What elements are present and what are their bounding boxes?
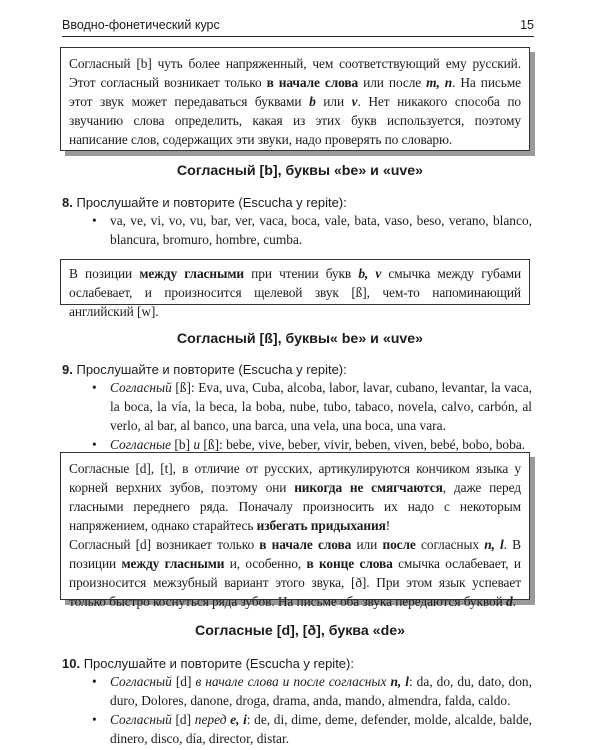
exercise-9-list (92, 378, 532, 454)
list-item (92, 710, 532, 748)
sound-symbol: [d] (171, 674, 196, 689)
rule-text: смычка между губами ослабевает, и произносится щелевой звук [ß], чем-то напоминающий английский [w]. (69, 266, 522, 319)
word-list: va, ve, vi, vo, vu, bar, ver, vaca, boca, vale, bata, vaso, beso, verano, blanco, blancura, bromuro, hombre, cumba. (110, 213, 532, 247)
exercise-number: 8. (62, 195, 73, 210)
rule-letters: e, i (230, 712, 247, 727)
rule-emphasis: избегать придыхания (256, 518, 386, 533)
sound-symbol: [b] (171, 437, 194, 452)
list-item (92, 211, 532, 249)
running-header (62, 18, 534, 37)
list-item (92, 378, 532, 435)
condition-text: перед (194, 712, 227, 727)
rule-letters: n, l (484, 537, 504, 552)
rule-letters: m, n (426, 75, 453, 90)
exercise-9-title (62, 362, 347, 377)
rule-text: смычка ослабевает, и произносится межзубный вариант этого звука, [ð]. При этом язык успевает только быстро коснуться ряда зубов. На письме оба звука передаются буквой (69, 556, 521, 609)
bullet-icon: • (92, 712, 97, 727)
bullet-icon: • (92, 380, 97, 395)
word-list: : da, do, du, dato, don, duro, Dolores, danone, droga, drama, anda, mando, almendra, falda, caldo. (110, 674, 532, 708)
rule-emphasis: никогда не смягчаются (294, 480, 443, 495)
rule-letters: d (505, 594, 513, 609)
item-label: Согласные (110, 437, 172, 452)
exercise-instruction: Прослушайте и повторите (Escucha y repite): (76, 362, 347, 377)
word-list: [ß]: Eva, uva, Cuba, alcoba, labor, lavar, cubano, levantar, la vaca, la boca, la vía, la beca, la boba, nube, tubo, tabaco, novela, calvo, carbón, al verlo, al bar, al banco, una barca, una vela, una boca, una vara. (110, 380, 532, 433)
rule-emphasis: между гласными (121, 556, 225, 571)
rule-text: В позиции (69, 266, 140, 281)
rule-emphasis: между гласными (139, 266, 244, 281)
rule-text: . (512, 594, 516, 609)
rule-text: , даже перед гласными переднего ряда. Поначалу произносить их надо с некоторым напряжением, однако старайтесь (69, 480, 521, 533)
rule-letters: v (351, 94, 358, 109)
rule-emphasis: в начале слова (259, 537, 352, 552)
condition-text: в начале слова и после согласных (195, 674, 387, 689)
rule-box-b (60, 47, 530, 151)
rule-letters: b, v (358, 266, 382, 281)
exercise-10-title (62, 656, 354, 671)
rule-text: . В позиции (69, 537, 521, 571)
rule-text: . Нет никакого способа по звучанию слова определить, какая из этих букв используется, поэтому написание слов, содержащих эти звуки, надо проверять по словарю. (69, 94, 521, 147)
exercise-number: 9. (62, 362, 73, 377)
rule-letters: b (309, 94, 316, 109)
page-number: 15 (520, 18, 534, 32)
rule-text: Согласный [d] возникает только (69, 537, 260, 552)
bullet-icon: • (92, 213, 97, 228)
list-item (92, 672, 532, 710)
bullet-icon: • (92, 437, 97, 452)
word-list: [ß]: bebe, vive, beber, vivir, beben, viven, bebé, bobo, boba. (200, 437, 526, 452)
rule-emphasis: в конце слова (306, 556, 393, 571)
rule-box-d (60, 452, 530, 609)
item-label: Согласный (110, 674, 172, 689)
rule-text: ! (385, 518, 391, 533)
section-heading-beta: Согласный [ß], буквы« be» и «uve» (176, 331, 424, 347)
item-label: Согласный (110, 712, 172, 727)
rule-text: Согласный [b] чуть более напряженный, чем соответствующий ему русский. Этот согласный возникает только (69, 56, 521, 90)
exercise-10-list (92, 672, 532, 748)
exercise-number: 10. (62, 656, 81, 671)
rule-text: Согласные [d], [t], в отличие от русских, артикулируются кончиком языка у корней верхних зубов, поэтому они (69, 461, 521, 495)
rule-text: и, особенно, (224, 556, 307, 571)
rule-text: или после (358, 75, 427, 90)
section-heading-b: Согласный [b], буквы «be» и «uve» (176, 163, 424, 179)
rule-paragraph (69, 535, 521, 611)
rule-box-beta (60, 259, 530, 319)
rule-emphasis: после (382, 537, 416, 552)
section-heading-d: Согласные [d], [ð], буква «de» (194, 623, 406, 639)
bullet-icon: • (92, 674, 97, 689)
rule-paragraph (69, 459, 521, 535)
rule-letters: n, l (390, 674, 409, 689)
rule-text: при чтении букв (244, 266, 359, 281)
word-list: : de, di, dime, deme, defender, molde, alcalde, balde, dinero, disco, día, director, distar. (110, 712, 532, 746)
rule-emphasis: в начале слова (266, 75, 359, 90)
conjunction: и (193, 437, 201, 452)
exercise-instruction: Прослушайте и повторите (Escucha y repite): (83, 656, 354, 671)
rule-text: согласных (415, 537, 485, 552)
exercise-8-title (62, 195, 347, 210)
running-title: Вводно-фонетический курс (62, 18, 220, 32)
rule-text: . На письме этот звук может передаваться буквами (69, 75, 521, 109)
sound-symbol: [d] (171, 712, 195, 727)
rule-text: или (351, 537, 383, 552)
exercise-8-list (92, 211, 532, 249)
exercise-instruction: Прослушайте и повторите (Escucha y repite): (76, 195, 347, 210)
rule-text: или (315, 94, 352, 109)
item-label: Согласный (110, 380, 172, 395)
